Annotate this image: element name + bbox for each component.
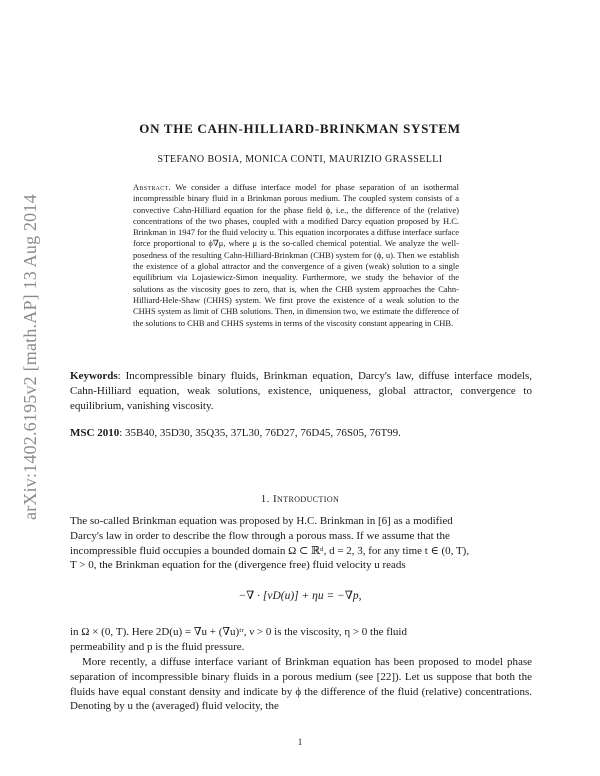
text-line: T > 0, the Brinkman equation for the (divergence free) fluid velocity u reads: [70, 559, 406, 572]
intro-paragraph-1: [70, 514, 532, 573]
msc-label: MSC 2010: [70, 427, 120, 439]
abstract: [133, 182, 459, 329]
section-heading: [0, 493, 600, 505]
text-line: in Ω × (0, T). Here 2D(u) = ∇u + (∇u)ᵗʳ, ν > 0 is the viscosity, η > 0 the fluid: [70, 626, 407, 638]
keywords-label: Keywords: [70, 370, 118, 382]
arxiv-identifier: arXiv:1402.6195v2 [math.AP] 13 Aug 2014: [20, 194, 40, 520]
msc-text: : 35B40, 35D30, 35Q35, 37L30, 76D27, 76D45, 76S05, 76T99.: [119, 427, 401, 439]
keywords-text: : Incompressible binary fluids, Brinkman equation, Darcy's law, diffuse interface models, Cahn-Hilliard equation, weak solutions, existence, uniqueness, global attractor, convergence to equilibrium, vanishing viscosity.: [70, 370, 532, 412]
paper-authors: STEFANO BOSIA, MONICA CONTI, MAURIZIO GRASSELLI: [157, 154, 443, 165]
section-title: Introduction: [272, 493, 340, 505]
keywords: [70, 369, 532, 414]
page-number: 1: [297, 737, 303, 747]
paper-title: ON THE CAHN-HILLIARD-BRINKMAN SYSTEM: [139, 121, 461, 136]
abstract-label: Abstract.: [133, 182, 171, 192]
section-number: 1.: [260, 493, 270, 505]
text-line: incompressible fluid occupies a bounded domain Ω ⊂ ℝᵈ, d = 2, 3, for any time t ∈ (0, T),: [70, 544, 470, 557]
intro-paragraph-3: More recently, a diffuse interface variant of Brinkman equation has been proposed to model phase separation of incompressible binary fluids in a porous medium (see [22]). Let us suppose that both the fluids have equal constant density and indicate by ϕ the difference of the fluid (relative) concentrations. Denoting by u the (averaged) fluid velocity, the: [70, 656, 532, 713]
text-line: Darcy's law in order to describe the flow through a porous mass. If we assume that the: [70, 529, 450, 542]
text-line: The so-called Brinkman equation was proposed by H.C. Brinkman in [6] as a modified: [70, 515, 453, 527]
msc-classification: [70, 426, 532, 441]
intro-paragraph-2: [70, 625, 532, 655]
abstract-text: We consider a diffuse interface model for phase separation of an isothermal incompressible binary fluid in a Brinkman porous medium. The coupled system consists of a convective Cahn-Hilliard equation for the phase field ϕ, i.e., the difference of the (relative) concentrations of the two phases, coupled with a modified Darcy equation proposed by H.C. Brinkman in 1947 for the fluid velocity u. This equation incorporates a diffuse interface surface force proportional to ϕ∇μ, where μ is the so-called chemical potential. We analyze the well-posedness of the resulting Cahn-Hilliard-Brinkman (CHB) system for (ϕ, u). Then we establish the existence of a global attractor and the convergence of a given (weak) solution to a single equilibrium via Lojasiewicz-Simon inequality. Furthermore, we study the behavior of the solutions as the viscosity goes to zero, that is, when the CHB system approaches the Cahn-Hilliard-Hele-Shaw (CHHS) system. We first prove the existence of a weak solution to the CHHS system as limit of CHB solutions. Then, in dimension two, we estimate the difference of the solutions to CHB and CHHS systems in terms of the viscosity constant appearing in CHB.: [133, 182, 459, 328]
text-line: permeability and p is the fluid pressure.: [70, 640, 245, 653]
brinkman-equation: −∇ · [νD(u)] + ηu = −∇p,: [238, 590, 362, 602]
